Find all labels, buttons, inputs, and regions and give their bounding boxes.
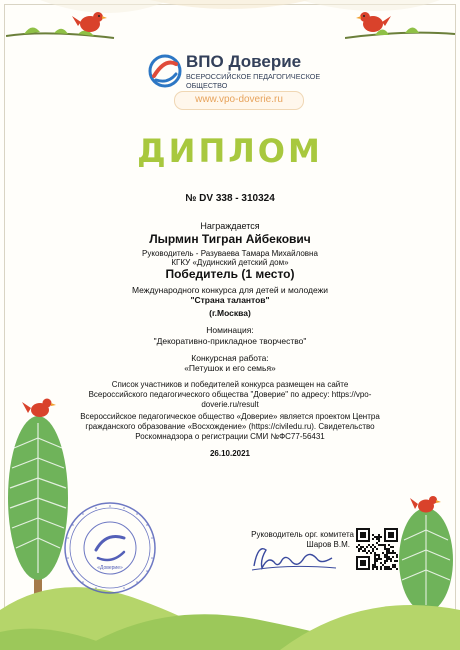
bird-top-left-icon <box>6 4 116 46</box>
organization: КГКУ «Дудинский детский дом» <box>171 258 289 267</box>
work-value: «Петушок и его семья» <box>184 363 276 373</box>
place: Победитель (1 место) <box>165 267 295 281</box>
contest-name: "Страна талантов" <box>190 295 270 305</box>
diploma-number: № DV 338 - 310324 <box>185 193 275 204</box>
list-line-1: Список участников и победителей конкурса размещен на сайте <box>111 380 349 389</box>
signature-name: Шаров В.М. <box>306 540 350 549</box>
contest-city: (г.Москва) <box>209 308 251 318</box>
recipient-name: Лырмин Тигран Айбекович <box>149 232 311 246</box>
nomination-label: Номинация: <box>206 325 254 335</box>
seal-center-text: «Доверие» <box>97 565 123 571</box>
supervisor: Руководитель - Разуваева Тамара Михайловна <box>142 249 318 258</box>
handwritten-signature-icon <box>248 538 338 576</box>
logo-subtitle <box>186 72 320 90</box>
logo-emblem-icon <box>148 54 182 88</box>
qr-code-icon <box>356 528 398 570</box>
logo-subtitle-line1: ВСЕРОССИЙСКОЕ ПЕДАГОГИЧЕСКОЕ <box>186 72 321 81</box>
project-line-3: Роскомнадзора о регистрации СМИ №ФС77-56431 <box>135 432 325 441</box>
awarded-label: Награждается <box>200 221 260 231</box>
logo-subtitle-line2: ОБЩЕСТВО <box>186 81 228 90</box>
nomination-value: "Декоративно-прикладное творчество" <box>153 336 307 346</box>
project-line-2: гражданского образование «Восхождение» (https://civiledu.ru). Свидетельство <box>85 422 375 431</box>
contest-intro: Международного конкурса для детей и молодежи <box>131 285 329 295</box>
issue-date: 26.10.2021 <box>209 449 251 458</box>
list-line-2: Всероссийского педагогического общества "Доверие" по адресу: https://vpo- <box>88 390 372 399</box>
list-line-3: doverie.ru/result <box>201 400 259 409</box>
signature-role: Руководитель орг. комитета <box>251 530 354 539</box>
seal-stamp-icon <box>62 500 158 596</box>
site-url: www.vpo-doverie.ru <box>195 94 283 105</box>
bird-top-right-icon <box>345 4 455 46</box>
site-badge <box>174 91 304 110</box>
work-label: Конкурсная работа: <box>191 353 269 363</box>
diploma-title: ДИПЛОМ <box>137 132 323 170</box>
project-line-1: Всероссийское педагогическое общество «Доверие» является проектом Центра <box>80 412 380 421</box>
logo-title: ВПО Доверие <box>186 52 302 71</box>
